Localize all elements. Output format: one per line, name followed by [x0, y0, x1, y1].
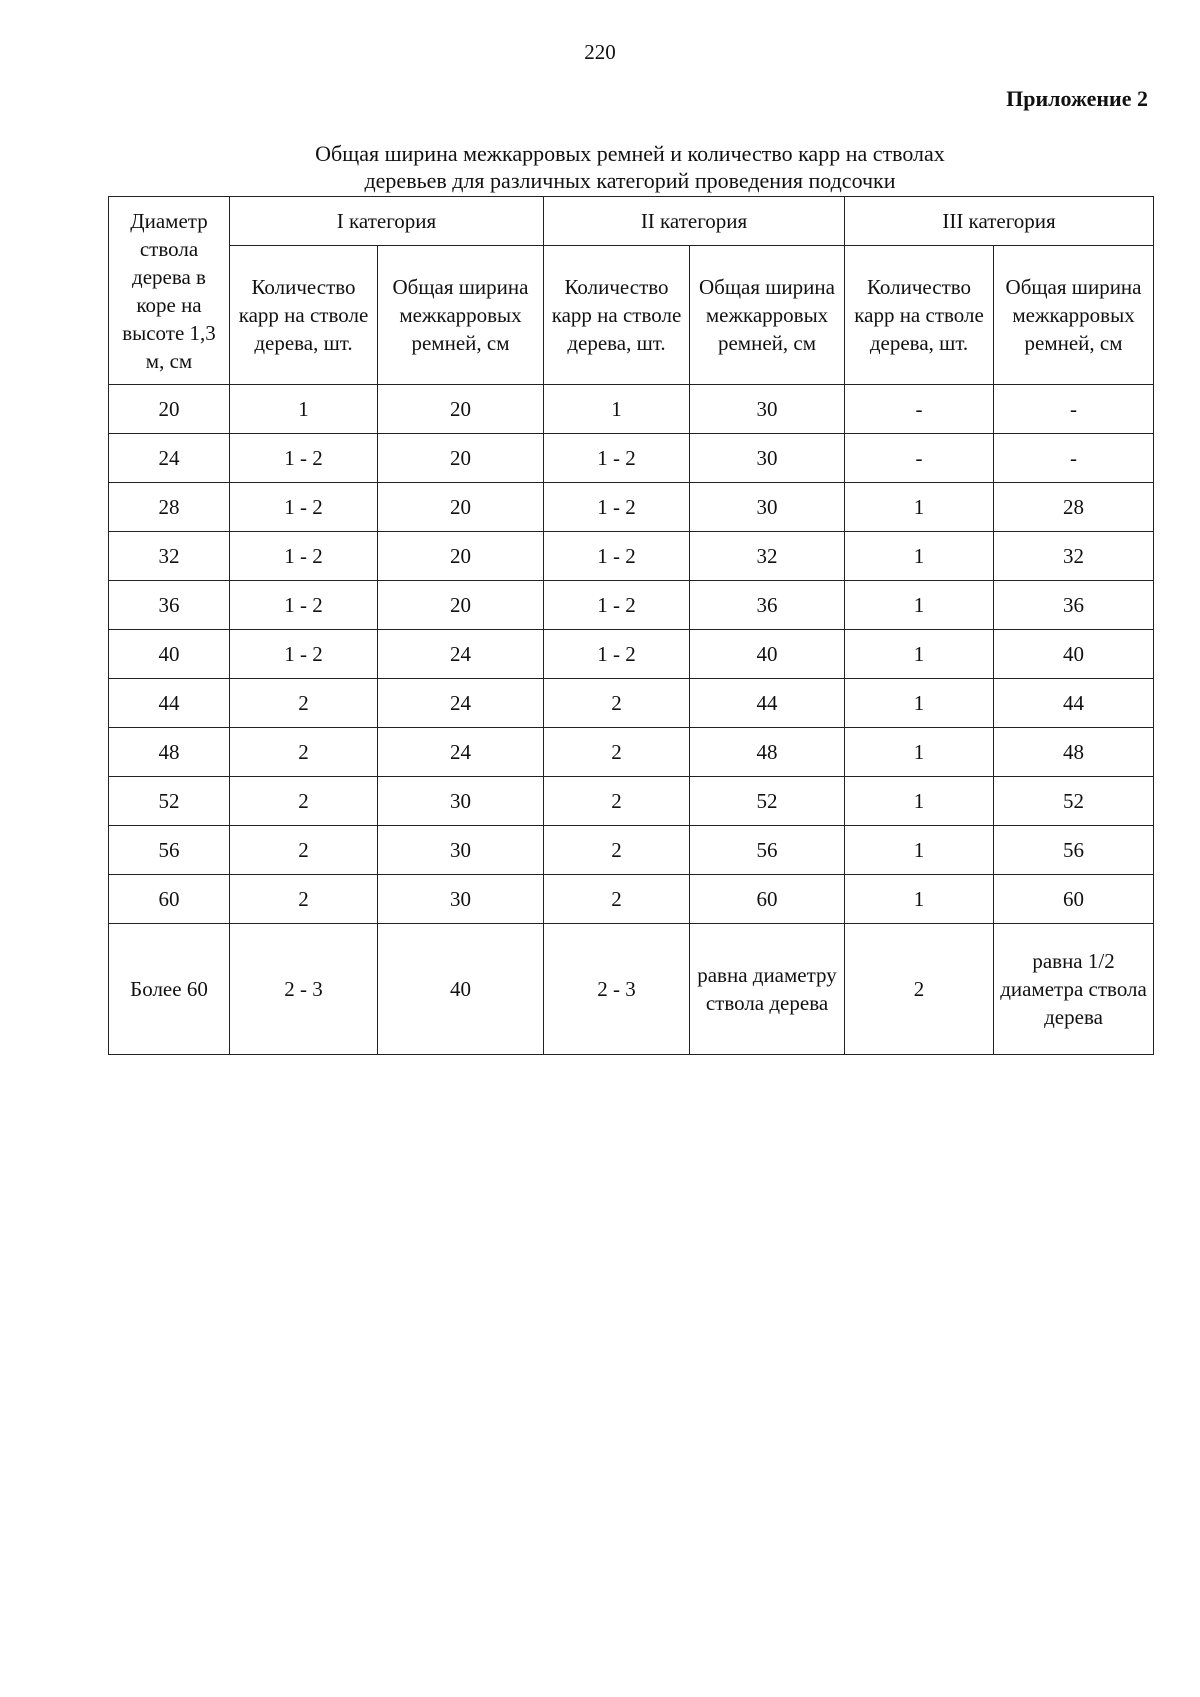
width-header: Общая ширина межкарровых ремней, см: [994, 246, 1154, 385]
diameter-cell: Более 60: [109, 924, 230, 1055]
diameter-cell: 60: [109, 875, 230, 924]
diameter-cell: 32: [109, 532, 230, 581]
width-header: Общая ширина межкарровых ремней, см: [690, 246, 845, 385]
table-row: [109, 777, 1154, 826]
diameter-cell: 52: [109, 777, 230, 826]
table-row: [109, 679, 1154, 728]
table-cell: 20: [378, 532, 544, 581]
table-cell: 28: [994, 483, 1154, 532]
diameter-cell: 20: [109, 385, 230, 434]
count-header: Количество карр на стволе дерева, шт.: [544, 246, 690, 385]
table-cell: 1 - 2: [230, 581, 378, 630]
table-cell: 2 - 3: [544, 924, 690, 1055]
table-cell: 1 - 2: [544, 630, 690, 679]
table-cell: 20: [378, 581, 544, 630]
table-cell: 44: [994, 679, 1154, 728]
table-cell: 1 - 2: [544, 532, 690, 581]
table-cell: 32: [690, 532, 845, 581]
diameter-cell: 44: [109, 679, 230, 728]
table-row: [109, 728, 1154, 777]
table-cell: 1: [845, 826, 994, 875]
table-cell: 30: [690, 434, 845, 483]
table-cell: 2: [544, 728, 690, 777]
diameter-header: Диаметр ствола дерева в коре на высоте 1,3 м, см: [109, 197, 230, 385]
table-cell: 56: [994, 826, 1154, 875]
width-header: Общая ширина межкарровых ремней, см: [378, 246, 544, 385]
table-cell: 30: [690, 483, 845, 532]
table-cell: 1: [845, 630, 994, 679]
table-cell: 2: [544, 875, 690, 924]
table-cell: 24: [378, 728, 544, 777]
table-cell: 60: [690, 875, 845, 924]
table-cell: 56: [690, 826, 845, 875]
table-cell: 2: [544, 777, 690, 826]
table-cell: 40: [690, 630, 845, 679]
table-cell: 1 - 2: [230, 483, 378, 532]
table-cell: 1 - 2: [544, 581, 690, 630]
table-cell: 24: [378, 679, 544, 728]
table-cell: 24: [378, 630, 544, 679]
table-cell: -: [994, 385, 1154, 434]
table-cell: 1: [845, 581, 994, 630]
table-cell: 30: [378, 875, 544, 924]
table-cell: 20: [378, 385, 544, 434]
table-cell: 30: [690, 385, 845, 434]
table-cell: 2: [230, 777, 378, 826]
table-cell: 40: [994, 630, 1154, 679]
table-cell: 52: [690, 777, 845, 826]
table-cell: 2: [544, 826, 690, 875]
table-row: [109, 532, 1154, 581]
diameter-cell: 40: [109, 630, 230, 679]
table-cell: 20: [378, 434, 544, 483]
table-row: [109, 434, 1154, 483]
table-cell: 60: [994, 875, 1154, 924]
table-cell: 48: [690, 728, 845, 777]
table-cell: 1 - 2: [230, 630, 378, 679]
table-cell: 20: [378, 483, 544, 532]
diameter-cell: 28: [109, 483, 230, 532]
category-3-header: III категория: [845, 197, 1154, 246]
table-cell: 30: [378, 777, 544, 826]
diameter-cell: 24: [109, 434, 230, 483]
table-cell: 48: [994, 728, 1154, 777]
table-cell: 1: [845, 875, 994, 924]
diameter-cell: 36: [109, 581, 230, 630]
table-cell: 2: [230, 826, 378, 875]
page-number: 220: [584, 40, 616, 64]
table-cell: 1: [845, 532, 994, 581]
category-1-header: I категория: [230, 197, 544, 246]
table-cell: -: [994, 434, 1154, 483]
appendix-label: Приложение 2: [1006, 86, 1148, 111]
table-cell: 1 - 2: [230, 434, 378, 483]
table-cell: 1 - 2: [544, 434, 690, 483]
table-cell: 1: [845, 777, 994, 826]
table-cell: 52: [994, 777, 1154, 826]
table-cell: равна 1/2 диаметра ствола дерева: [994, 924, 1154, 1055]
table-cell: 1: [845, 679, 994, 728]
table-cell: 30: [378, 826, 544, 875]
table-cell: 1 - 2: [230, 532, 378, 581]
table-row: [109, 826, 1154, 875]
table-cell: -: [845, 434, 994, 483]
table-cell: 44: [690, 679, 845, 728]
category-2-header: II категория: [544, 197, 845, 246]
table-cell: 1: [845, 483, 994, 532]
tapping-table: [108, 196, 1154, 1055]
table-cell: 36: [994, 581, 1154, 630]
diameter-cell: 56: [109, 826, 230, 875]
table-row: [109, 483, 1154, 532]
table-cell: 2: [544, 679, 690, 728]
table-row: [109, 385, 1154, 434]
table-caption: [0, 140, 1200, 194]
table-cell: 1: [845, 728, 994, 777]
table-cell: 40: [378, 924, 544, 1055]
table-cell: 36: [690, 581, 845, 630]
table-row: [109, 875, 1154, 924]
table-cell: 2: [845, 924, 994, 1055]
diameter-cell: 48: [109, 728, 230, 777]
table-row: [109, 924, 1154, 1055]
table-row: [109, 630, 1154, 679]
table-cell: 1: [544, 385, 690, 434]
caption-line-2: деревьев для различных категорий проведения подсочки: [364, 168, 896, 193]
count-header: Количество карр на стволе дерева, шт.: [230, 246, 378, 385]
table-cell: 2: [230, 728, 378, 777]
table-cell: -: [845, 385, 994, 434]
table-cell: 32: [994, 532, 1154, 581]
caption-line-1: Общая ширина межкарровых ремней и количество карр на стволах: [315, 141, 945, 166]
table-cell: равна диаметру ствола дерева: [690, 924, 845, 1055]
table-cell: 2: [230, 679, 378, 728]
table-cell: 2 - 3: [230, 924, 378, 1055]
table-row: [109, 581, 1154, 630]
table-cell: 2: [230, 875, 378, 924]
table-cell: 1: [230, 385, 378, 434]
count-header: Количество карр на стволе дерева, шт.: [845, 246, 994, 385]
table-cell: 1 - 2: [544, 483, 690, 532]
